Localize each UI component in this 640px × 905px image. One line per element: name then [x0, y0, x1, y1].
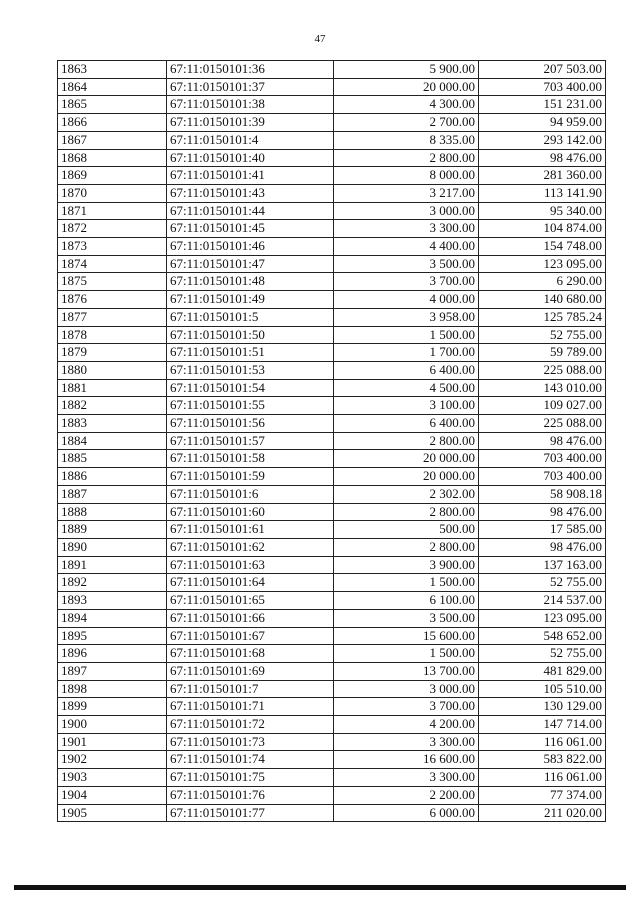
cadastral-number-cell: 67:11:0150101:71	[167, 698, 334, 716]
table-row	[58, 397, 606, 415]
cadastral-number-cell: 67:11:0150101:41	[167, 167, 334, 185]
area-cell: 8 000.00	[334, 167, 479, 185]
cadastral-number-cell: 67:11:0150101:37	[167, 78, 334, 96]
value-cell: 104 874.00	[479, 220, 606, 238]
table-row	[58, 521, 606, 539]
cadastral-number-cell: 67:11:0150101:46	[167, 238, 334, 256]
area-cell: 3 700.00	[334, 698, 479, 716]
cadastral-number-cell: 67:11:0150101:51	[167, 344, 334, 362]
row-number-cell: 1902	[58, 751, 167, 769]
cadastral-number-cell: 67:11:0150101:69	[167, 662, 334, 680]
table-row	[58, 662, 606, 680]
area-cell: 4 200.00	[334, 716, 479, 734]
cadastral-number-cell: 67:11:0150101:57	[167, 432, 334, 450]
table-row	[58, 114, 606, 132]
table-row	[58, 131, 606, 149]
area-cell: 2 800.00	[334, 503, 479, 521]
row-number-cell: 1885	[58, 450, 167, 468]
value-cell: 703 400.00	[479, 78, 606, 96]
row-number-cell: 1890	[58, 538, 167, 556]
table-row	[58, 220, 606, 238]
area-cell: 4 300.00	[334, 96, 479, 114]
row-number-cell: 1894	[58, 609, 167, 627]
table-row	[58, 485, 606, 503]
cadastral-number-cell: 67:11:0150101:6	[167, 485, 334, 503]
table-row	[58, 450, 606, 468]
area-cell: 20 000.00	[334, 450, 479, 468]
value-cell: 147 714.00	[479, 716, 606, 734]
row-number-cell: 1888	[58, 503, 167, 521]
cadastral-number-cell: 67:11:0150101:7	[167, 680, 334, 698]
cadastral-number-cell: 67:11:0150101:76	[167, 786, 334, 804]
value-cell: 225 088.00	[479, 415, 606, 433]
row-number-cell: 1875	[58, 273, 167, 291]
value-cell: 17 585.00	[479, 521, 606, 539]
area-cell: 3 958.00	[334, 308, 479, 326]
value-cell: 123 095.00	[479, 255, 606, 273]
value-cell: 703 400.00	[479, 468, 606, 486]
area-cell: 1 500.00	[334, 645, 479, 663]
row-number-cell: 1877	[58, 308, 167, 326]
row-number-cell: 1882	[58, 397, 167, 415]
table-row	[58, 751, 606, 769]
row-number-cell: 1870	[58, 184, 167, 202]
table-row	[58, 238, 606, 256]
area-cell: 2 700.00	[334, 114, 479, 132]
value-cell: 98 476.00	[479, 538, 606, 556]
row-number-cell: 1883	[58, 415, 167, 433]
area-cell: 3 500.00	[334, 255, 479, 273]
row-number-cell: 1863	[58, 61, 167, 79]
cadastral-number-cell: 67:11:0150101:49	[167, 291, 334, 309]
value-cell: 123 095.00	[479, 609, 606, 627]
table-body	[58, 61, 606, 822]
value-cell: 125 785.24	[479, 308, 606, 326]
area-cell: 6 400.00	[334, 415, 479, 433]
area-cell: 4 500.00	[334, 379, 479, 397]
cadastral-number-cell: 67:11:0150101:55	[167, 397, 334, 415]
cadastral-number-cell: 67:11:0150101:50	[167, 326, 334, 344]
table-row	[58, 769, 606, 787]
area-cell: 1 700.00	[334, 344, 479, 362]
row-number-cell: 1869	[58, 167, 167, 185]
table-row	[58, 556, 606, 574]
table-row	[58, 184, 606, 202]
table-row	[58, 627, 606, 645]
area-cell: 2 800.00	[334, 538, 479, 556]
cadastral-number-cell: 67:11:0150101:39	[167, 114, 334, 132]
row-number-cell: 1866	[58, 114, 167, 132]
value-cell: 130 129.00	[479, 698, 606, 716]
value-cell: 105 510.00	[479, 680, 606, 698]
area-cell: 3 700.00	[334, 273, 479, 291]
cadastral-number-cell: 67:11:0150101:43	[167, 184, 334, 202]
row-number-cell: 1871	[58, 202, 167, 220]
table-row	[58, 432, 606, 450]
row-number-cell: 1865	[58, 96, 167, 114]
table-row	[58, 361, 606, 379]
table-row	[58, 273, 606, 291]
row-number-cell: 1886	[58, 468, 167, 486]
table-row	[58, 503, 606, 521]
cadastral-table	[57, 60, 606, 822]
value-cell: 211 020.00	[479, 804, 606, 822]
area-cell: 13 700.00	[334, 662, 479, 680]
bottom-rule	[14, 885, 626, 890]
row-number-cell: 1868	[58, 149, 167, 167]
row-number-cell: 1893	[58, 592, 167, 610]
value-cell: 58 908.18	[479, 485, 606, 503]
area-cell: 4 400.00	[334, 238, 479, 256]
row-number-cell: 1895	[58, 627, 167, 645]
area-cell: 2 800.00	[334, 432, 479, 450]
value-cell: 116 061.00	[479, 769, 606, 787]
row-number-cell: 1864	[58, 78, 167, 96]
row-number-cell: 1879	[58, 344, 167, 362]
row-number-cell: 1900	[58, 716, 167, 734]
area-cell: 3 217.00	[334, 184, 479, 202]
area-cell: 4 000.00	[334, 291, 479, 309]
value-cell: 59 789.00	[479, 344, 606, 362]
table-row	[58, 379, 606, 397]
value-cell: 225 088.00	[479, 361, 606, 379]
area-cell: 3 100.00	[334, 397, 479, 415]
row-number-cell: 1872	[58, 220, 167, 238]
row-number-cell: 1874	[58, 255, 167, 273]
table-row	[58, 415, 606, 433]
table-row	[58, 645, 606, 663]
table-row	[58, 574, 606, 592]
cadastral-number-cell: 67:11:0150101:62	[167, 538, 334, 556]
cadastral-number-cell: 67:11:0150101:68	[167, 645, 334, 663]
value-cell: 116 061.00	[479, 733, 606, 751]
cadastral-number-cell: 67:11:0150101:66	[167, 609, 334, 627]
row-number-cell: 1884	[58, 432, 167, 450]
cadastral-number-cell: 67:11:0150101:59	[167, 468, 334, 486]
cadastral-number-cell: 67:11:0150101:40	[167, 149, 334, 167]
cadastral-number-cell: 67:11:0150101:74	[167, 751, 334, 769]
cadastral-number-cell: 67:11:0150101:54	[167, 379, 334, 397]
table-row	[58, 291, 606, 309]
area-cell: 3 000.00	[334, 680, 479, 698]
cadastral-number-cell: 67:11:0150101:65	[167, 592, 334, 610]
table-row	[58, 308, 606, 326]
value-cell: 281 360.00	[479, 167, 606, 185]
row-number-cell: 1904	[58, 786, 167, 804]
table-row	[58, 96, 606, 114]
table-row	[58, 326, 606, 344]
area-cell: 16 600.00	[334, 751, 479, 769]
table-row	[58, 716, 606, 734]
cadastral-number-cell: 67:11:0150101:48	[167, 273, 334, 291]
cadastral-number-cell: 67:11:0150101:64	[167, 574, 334, 592]
cadastral-number-cell: 67:11:0150101:44	[167, 202, 334, 220]
table-row	[58, 202, 606, 220]
value-cell: 137 163.00	[479, 556, 606, 574]
row-number-cell: 1898	[58, 680, 167, 698]
cadastral-number-cell: 67:11:0150101:36	[167, 61, 334, 79]
value-cell: 548 652.00	[479, 627, 606, 645]
area-cell: 3 300.00	[334, 769, 479, 787]
cadastral-number-cell: 67:11:0150101:47	[167, 255, 334, 273]
value-cell: 6 290.00	[479, 273, 606, 291]
cadastral-number-cell: 67:11:0150101:60	[167, 503, 334, 521]
row-number-cell: 1903	[58, 769, 167, 787]
value-cell: 52 755.00	[479, 326, 606, 344]
table-row	[58, 733, 606, 751]
cadastral-number-cell: 67:11:0150101:63	[167, 556, 334, 574]
area-cell: 5 900.00	[334, 61, 479, 79]
value-cell: 481 829.00	[479, 662, 606, 680]
row-number-cell: 1892	[58, 574, 167, 592]
cadastral-number-cell: 67:11:0150101:38	[167, 96, 334, 114]
area-cell: 2 800.00	[334, 149, 479, 167]
area-cell: 3 300.00	[334, 733, 479, 751]
area-cell: 15 600.00	[334, 627, 479, 645]
row-number-cell: 1876	[58, 291, 167, 309]
cadastral-number-cell: 67:11:0150101:56	[167, 415, 334, 433]
area-cell: 20 000.00	[334, 468, 479, 486]
table-row	[58, 78, 606, 96]
area-cell: 1 500.00	[334, 574, 479, 592]
value-cell: 77 374.00	[479, 786, 606, 804]
cadastral-number-cell: 67:11:0150101:53	[167, 361, 334, 379]
area-cell: 2 302.00	[334, 485, 479, 503]
value-cell: 293 142.00	[479, 131, 606, 149]
row-number-cell: 1867	[58, 131, 167, 149]
table-row	[58, 609, 606, 627]
row-number-cell: 1901	[58, 733, 167, 751]
row-number-cell: 1889	[58, 521, 167, 539]
value-cell: 98 476.00	[479, 432, 606, 450]
area-cell: 1 500.00	[334, 326, 479, 344]
cadastral-number-cell: 67:11:0150101:67	[167, 627, 334, 645]
area-cell: 500.00	[334, 521, 479, 539]
table-row	[58, 538, 606, 556]
page-number: 47	[314, 33, 326, 45]
table-row	[58, 344, 606, 362]
cadastral-number-cell: 67:11:0150101:61	[167, 521, 334, 539]
cadastral-number-cell: 67:11:0150101:4	[167, 131, 334, 149]
value-cell: 109 027.00	[479, 397, 606, 415]
table-row	[58, 680, 606, 698]
area-cell: 3 500.00	[334, 609, 479, 627]
area-cell: 20 000.00	[334, 78, 479, 96]
cadastral-number-cell: 67:11:0150101:73	[167, 733, 334, 751]
area-cell: 3 900.00	[334, 556, 479, 574]
row-number-cell: 1881	[58, 379, 167, 397]
table-row	[58, 255, 606, 273]
area-cell: 8 335.00	[334, 131, 479, 149]
value-cell: 151 231.00	[479, 96, 606, 114]
row-number-cell: 1873	[58, 238, 167, 256]
value-cell: 583 822.00	[479, 751, 606, 769]
value-cell: 140 680.00	[479, 291, 606, 309]
area-cell: 6 400.00	[334, 361, 479, 379]
value-cell: 143 010.00	[479, 379, 606, 397]
row-number-cell: 1880	[58, 361, 167, 379]
area-cell: 2 200.00	[334, 786, 479, 804]
table-row	[58, 592, 606, 610]
cadastral-number-cell: 67:11:0150101:75	[167, 769, 334, 787]
table-row	[58, 698, 606, 716]
cadastral-number-cell: 67:11:0150101:45	[167, 220, 334, 238]
cadastral-number-cell: 67:11:0150101:72	[167, 716, 334, 734]
cadastral-number-cell: 67:11:0150101:77	[167, 804, 334, 822]
value-cell: 207 503.00	[479, 61, 606, 79]
value-cell: 113 141.90	[479, 184, 606, 202]
table-row	[58, 468, 606, 486]
value-cell: 95 340.00	[479, 202, 606, 220]
table-row	[58, 786, 606, 804]
area-cell: 3 000.00	[334, 202, 479, 220]
row-number-cell: 1891	[58, 556, 167, 574]
value-cell: 214 537.00	[479, 592, 606, 610]
row-number-cell: 1897	[58, 662, 167, 680]
value-cell: 52 755.00	[479, 645, 606, 663]
row-number-cell: 1899	[58, 698, 167, 716]
value-cell: 94 959.00	[479, 114, 606, 132]
area-cell: 6 100.00	[334, 592, 479, 610]
row-number-cell: 1896	[58, 645, 167, 663]
value-cell: 98 476.00	[479, 503, 606, 521]
value-cell: 154 748.00	[479, 238, 606, 256]
cadastral-number-cell: 67:11:0150101:5	[167, 308, 334, 326]
row-number-cell: 1905	[58, 804, 167, 822]
table-row	[58, 804, 606, 822]
row-number-cell: 1878	[58, 326, 167, 344]
value-cell: 52 755.00	[479, 574, 606, 592]
area-cell: 6 000.00	[334, 804, 479, 822]
table-row	[58, 149, 606, 167]
value-cell: 703 400.00	[479, 450, 606, 468]
cadastral-number-cell: 67:11:0150101:58	[167, 450, 334, 468]
value-cell: 98 476.00	[479, 149, 606, 167]
area-cell: 3 300.00	[334, 220, 479, 238]
row-number-cell: 1887	[58, 485, 167, 503]
table-row	[58, 167, 606, 185]
table-row	[58, 61, 606, 79]
